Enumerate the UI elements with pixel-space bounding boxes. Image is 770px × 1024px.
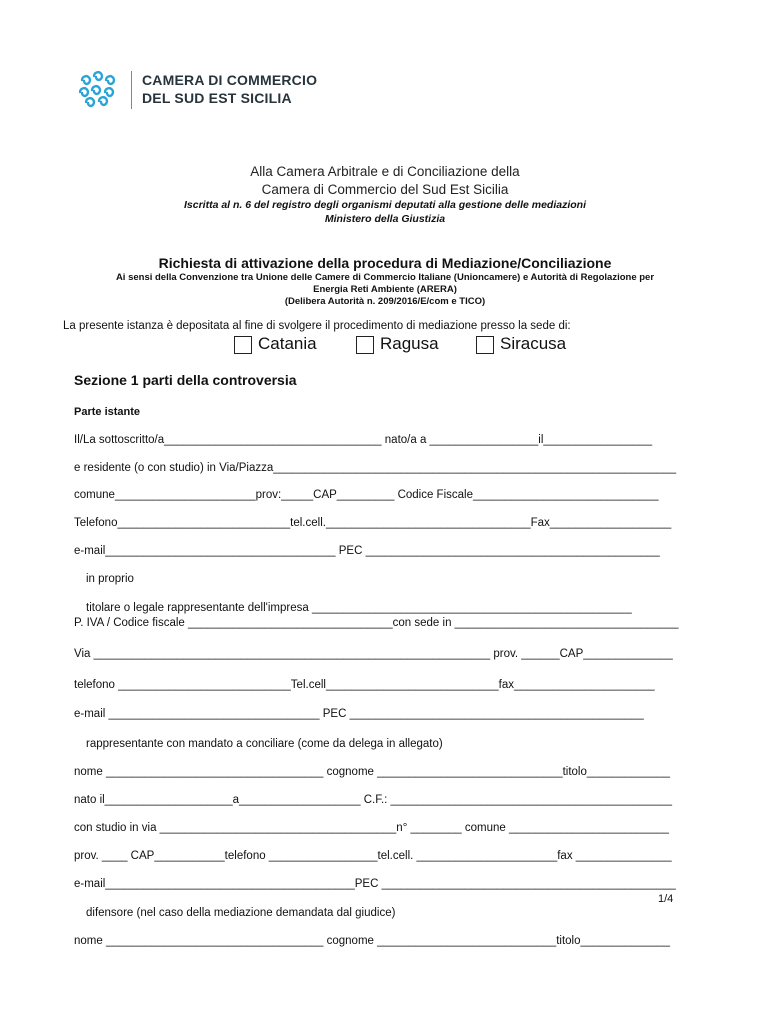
field-studio-rappresentante[interactable]: con studio in via _____________________________________n° ________ comune _________________________ [74,822,669,834]
ministry-note: Ministero della Giustizia [324,213,446,225]
camera-commercio-logo-icon [76,70,120,110]
field-email[interactable]: e-mail____________________________________ PEC ______________________________________________ [74,545,660,557]
parte-istante-heading: Parte istante [74,406,141,418]
page-number: 1/4 [658,893,674,905]
field-nome-difensore[interactable]: nome __________________________________ cognome ____________________________titolo______________ [74,935,671,947]
field-comune[interactable]: comune______________________prov:_____CAP_________ Codice Fiscale_____________________________ [74,489,659,501]
addressee-line2: Camera di Commercio del Sud Est Sicilia [261,182,509,197]
field-sottoscritto[interactable]: Il/La sottoscritto/a__________________________________ nato/a a _________________il_________________ [74,434,653,446]
org-name-line2: DEL SUD EST SICILIA [142,90,292,106]
field-nato-rappresentante[interactable]: nato il____________________a___________________ C.F.: ____________________________________________ [74,794,672,806]
checkbox-siracusa[interactable] [476,336,494,354]
field-nome-rappresentante[interactable]: nome __________________________________ cognome _____________________________titolo_____________ [74,766,671,778]
org-name-line1: CAMERA DI COMMERCIO [142,72,318,88]
request-title: Richiesta di attivazione della procedura di Mediazione/Conciliazione [158,255,612,271]
request-subtitle-1: Ai sensi della Convenzione tra Unione delle Camere di Commercio Italiane (Unioncamere) e Autorità di Regolazione per [115,272,655,283]
field-email-rappresentante[interactable]: e-mail_______________________________________PEC ______________________________________________ [74,878,676,890]
addressee-line1: Alla Camera Arbitrale e di Conciliazione della [250,164,520,179]
field-telefono[interactable]: Telefono___________________________tel.cell.________________________________Fax___________________ [74,517,672,529]
logo-divider [131,71,132,109]
field-telefono-impresa[interactable]: telefono ___________________________Tel.cell___________________________fax______________________ [74,679,655,691]
field-prov-rappresentante[interactable]: prov. ____ CAP___________telefono _________________tel.cell. ______________________fax _______________ [74,850,672,862]
option-titolare[interactable]: titolare o legale rappresentante dell'impresa __________________________________________________ [86,602,632,614]
registry-note: Iscritta al n. 6 del registro degli organismi deputati alla gestione delle mediazioni [183,199,586,211]
option-difensore[interactable]: difensore (nel caso della mediazione demandata dal giudice) [86,907,396,919]
request-subtitle-3: (Delibera Autorità n. 209/2016/E/com e TICO) [284,296,486,307]
checkbox-ragusa[interactable] [356,336,374,354]
option-rappresentante[interactable]: rappresentante con mandato a conciliare (come da delega in allegato) [86,738,443,750]
checkbox-catania[interactable] [234,336,252,354]
label-siracusa: Siracusa [500,334,567,353]
request-subtitle-2: Energia Reti Ambiente (ARERA) [313,284,457,295]
field-email-impresa[interactable]: e-mail _________________________________ PEC ______________________________________________ [74,708,644,720]
label-catania: Catania [258,334,317,353]
field-piva[interactable]: P. IVA / Codice fiscale ________________________________con sede in ___________________________________ [74,617,679,629]
field-residente[interactable]: e residente (o con studio) in Via/Piazza_______________________________________________________________ [74,462,677,474]
option-in-proprio[interactable]: in proprio [86,573,134,585]
label-ragusa: Ragusa [380,334,439,353]
field-via[interactable]: Via ______________________________________________________________ prov. ______CAP______________ [74,648,673,660]
section-title: Sezione 1 parti della controversia [74,372,297,388]
istanza-text: La presente istanza è depositata al fine di svolgere il procedimento di mediazione presso la sede di: [63,320,571,332]
